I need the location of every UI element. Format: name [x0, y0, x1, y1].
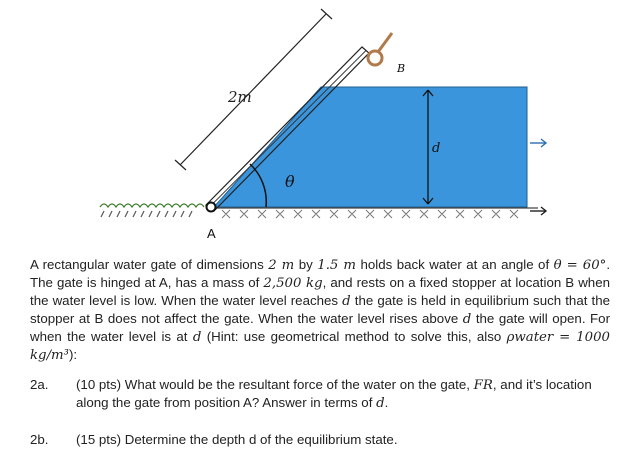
- stopper-B: [368, 33, 392, 65]
- water-region: [214, 87, 527, 207]
- ground-hatch: [214, 208, 538, 218]
- question-text: (15 pts) Determine the depth d of the equilibrium state.: [76, 432, 398, 447]
- question-number: 2a.: [30, 377, 49, 392]
- surface-marker: [530, 139, 546, 147]
- question-number: 2b.: [30, 432, 49, 447]
- grass-ground: [100, 204, 204, 217]
- stopper-label: B: [397, 62, 406, 75]
- problem-statement: A rectangular water gate of dimensions 2 m by 1.5 m holds back water at an angle of θ = 60°. The gate is hinged at A, has a mass of 2,500 kg, and rests on a fixed stopper at location B when the water level is low. When the water level reaches d the gate is held in equilibrium such that the stopper at B does not affect the gate. When the water level rises above d the gate will open. For when the water level is at d (Hint: use geometrical method to solve this, also ρwater = 1000 kg/m³):: [30, 257, 611, 363]
- hinge-label: A: [207, 226, 216, 241]
- question-text: (10 pts) What would be the resultant force of the water on the gate, FR, and it’s location along the gate from position A? Answer in terms of d.: [76, 377, 592, 411]
- angle-label: θ: [285, 172, 295, 191]
- hinge-A: [207, 203, 216, 212]
- depth-label: d: [432, 141, 441, 156]
- gate-length-label: 2m: [228, 88, 252, 106]
